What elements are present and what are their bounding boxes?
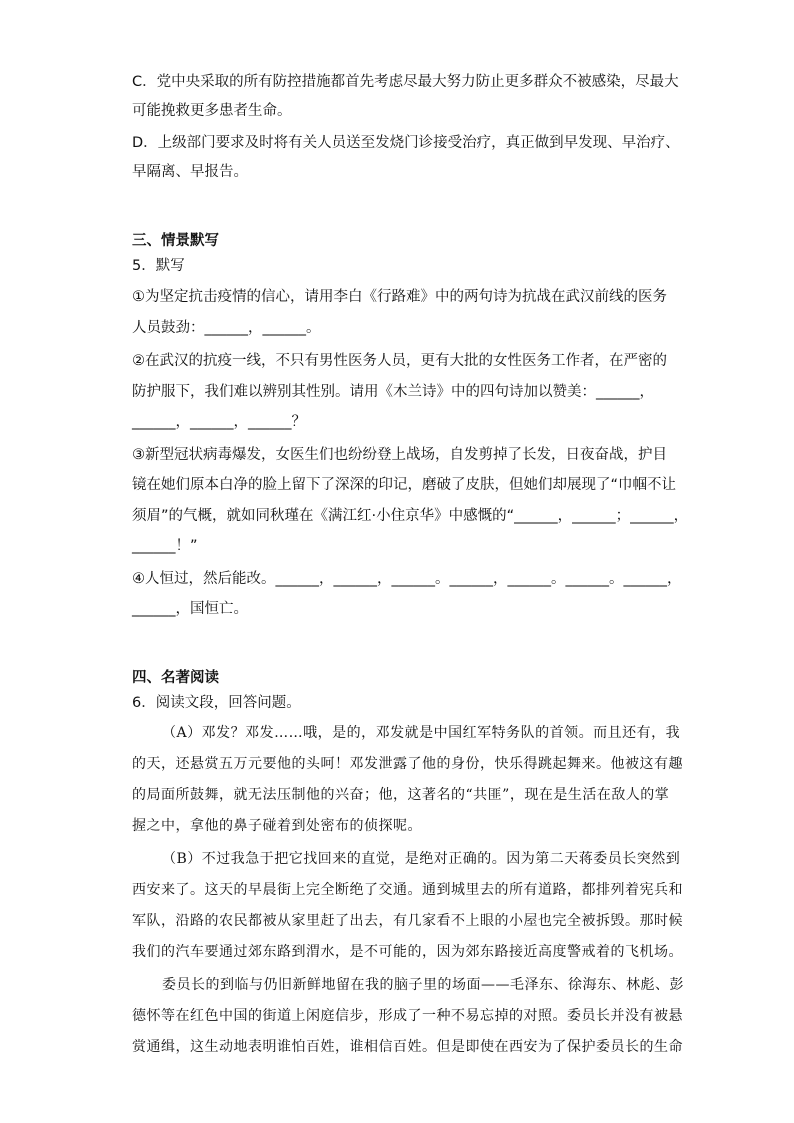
item-4-line-2: ______，国恒亡。 [132, 601, 248, 617]
choice-d-line-2: 早隔离、早报告。 [132, 164, 248, 180]
item-3-line-2: 镜在她们原本白净的脸上留下了深深的印记，磨破了皮肤，但她们却展现了“巾帼不让 [132, 477, 677, 493]
choice-c-line-1: C．党中央采取的所有防控措施都首先考虑尽最大努力防止更多群众不被感染，尽最大 [132, 74, 679, 90]
passage-a-line-4: 握之中，拿他的鼻子碰着到处密布的侦探呢。 [132, 818, 422, 834]
passage-c-line-1: 委员长的到临与仍旧新鲜地留在我的脑子里的场面——毛泽东、徐海东、林彪、彭 [162, 977, 684, 993]
item-3-line-1: ③新型冠状病毒爆发，女医生们也纷纷登上战场，自发剪掉了长发，日夜奋战，护目 [132, 447, 667, 463]
item-2-line-2: 防护服下，我们难以辨别其性别。请用《木兰诗》中的四句诗加以赞美：______， [132, 384, 654, 400]
passage-b-line-4: 我们的汽车要通过郊东路到渭水，是不可能的，因为郊东路接近高度警戒着的飞机场。 [132, 944, 683, 960]
item-3-line-3: 须眉”的气概，就如同秋瑾在《满江红·小住京华》中感慨的“______，______；______， [132, 508, 689, 524]
passage-c-line-2: 德怀等在红色中国的街道上闲庭信步，形成了一种不易忘掉的对照。委员长并没有被悬 [132, 1008, 683, 1024]
passage-a-line-1: （A）邓发？邓发……哦，是的，邓发就是中国红军特务队的首领。而且还有，我 [162, 725, 681, 741]
section-3-heading: 三、情景默写 [132, 233, 219, 249]
passage-c-line-3: 赏通缉，这生动地表明谁怕百姓，谁相信百姓。但是即使在西安为了保护委员长的生命 [132, 1039, 683, 1055]
passage-b-line-3: 军队，沿路的农民都被从家里赶了出去，有几家看不上眼的小屋也完全被拆毁。那时候 [132, 913, 683, 929]
choice-c-line-2: 可能挽救更多患者生命。 [132, 103, 292, 119]
question-5-title: 5．默写 [132, 258, 185, 274]
item-1-line-1: ①为坚定抗击疫情的信心，请用李白《行路难》中的两句诗为抗战在武汉前线的医务 [132, 289, 667, 305]
passage-b-line-1: （B）不过我急于把它找回来的直觉，是绝对正确的。因为第二天蒋委员长突然到 [162, 851, 681, 867]
question-6-title: 6．阅读文段，回答问题。 [132, 695, 301, 711]
passage-a-line-2: 的天，还悬赏五万元要他的头呵！邓发泄露了他的身份，快乐得跳起舞来。他被这有趣 [132, 756, 683, 772]
item-2-line-1: ②在武汉的抗疫一线，不只有男性医务人员，更有大批的女性医务工作者，在严密的 [132, 353, 667, 369]
passage-a-line-3: 的局面所鼓舞，就无法压制他的兴奋；他，这著名的“共匪”，现在是生活在敌人的掌 [132, 787, 670, 803]
item-2-line-3: ______，______，______？ [132, 414, 306, 430]
choice-d-line-1: D．上级部门要求及时将有关人员送至发烧门诊接受治疗，真正做到早发现、早治疗、 [132, 135, 680, 151]
item-3-line-4: ______！” [132, 538, 198, 554]
section-4-heading: 四、名著阅读 [132, 670, 219, 686]
item-4-line-1: ④人恒过，然后能改。______，______，______。______，______。______。______， [132, 571, 682, 587]
item-1-line-2: 人员鼓劲：______，______。 [132, 320, 321, 336]
passage-b-line-2: 西安来了。这天的早晨街上完全断绝了交通。通到城里去的所有道路，都排列着宪兵和 [132, 882, 683, 898]
